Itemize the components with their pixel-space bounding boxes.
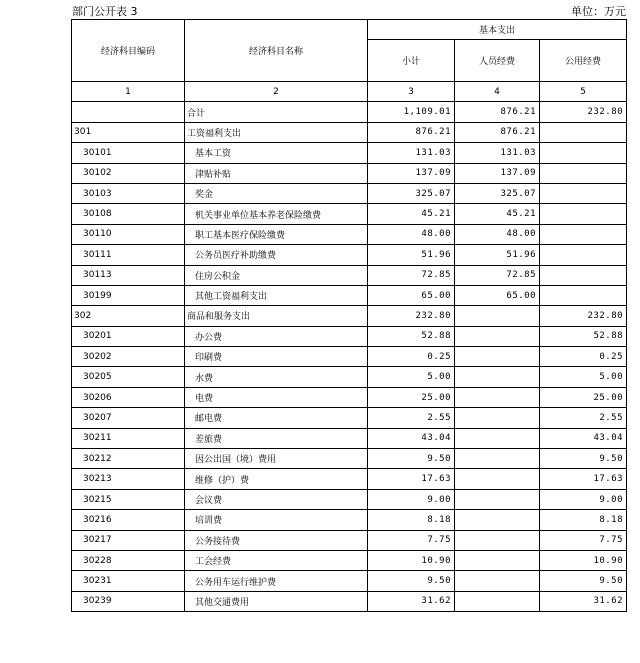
subtotal-cell: 31.62 (368, 591, 455, 611)
economic-code-cell: 30212 (72, 449, 185, 469)
header-economic-code: 经济科目编码 (72, 20, 185, 82)
economic-code-cell (72, 102, 185, 122)
index-cell: 2 (185, 82, 368, 102)
subtotal-cell: 43.04 (368, 428, 455, 448)
public-expenses-cell: 232.80 (540, 306, 627, 326)
personnel-expenses-cell: 65.00 (455, 285, 540, 305)
subtotal-cell: 325.07 (368, 183, 455, 203)
public-expenses-cell: 0.25 (540, 347, 627, 367)
personnel-expenses-cell: 131.03 (455, 143, 540, 163)
public-expenses-cell (540, 163, 627, 183)
economic-code-cell: 30111 (72, 245, 185, 265)
table-row (72, 224, 627, 244)
economic-name-cell: 因公出国（境）费用 (185, 449, 368, 469)
economic-name-cell: 商品和服务支出 (185, 306, 368, 326)
economic-code-cell: 30211 (72, 428, 185, 448)
subtotal-cell: 10.90 (368, 550, 455, 570)
personnel-expenses-cell (455, 489, 540, 509)
public-expenses-cell (540, 122, 627, 142)
economic-code-cell: 30206 (72, 387, 185, 407)
economic-name-cell: 合计 (185, 102, 368, 122)
header-public-expenses: 公用经费 (540, 40, 627, 82)
economic-code-cell: 30215 (72, 489, 185, 509)
economic-name-cell: 公务用车运行维护费 (185, 571, 368, 591)
economic-code-cell: 30207 (72, 408, 185, 428)
index-cell: 4 (455, 82, 540, 102)
subtotal-cell: 137.09 (368, 163, 455, 183)
public-expenses-cell: 31.62 (540, 591, 627, 611)
economic-name-cell: 培训费 (185, 510, 368, 530)
personnel-expenses-cell (455, 571, 540, 591)
personnel-expenses-cell (455, 449, 540, 469)
economic-code-cell: 30110 (72, 224, 185, 244)
economic-name-cell: 职工基本医疗保险缴费 (185, 224, 368, 244)
economic-name-cell: 其他交通费用 (185, 591, 368, 611)
personnel-expenses-cell: 45.21 (455, 204, 540, 224)
index-cell: 5 (540, 82, 627, 102)
table-row (72, 550, 627, 570)
public-expenses-cell (540, 183, 627, 203)
subtotal-cell: 131.03 (368, 143, 455, 163)
personnel-expenses-cell (455, 408, 540, 428)
economic-code-cell: 301 (72, 122, 185, 142)
table-row (72, 387, 627, 407)
subtotal-cell: 65.00 (368, 285, 455, 305)
public-expenses-cell: 5.00 (540, 367, 627, 387)
public-expenses-cell: 8.18 (540, 510, 627, 530)
index-cell: 1 (72, 82, 185, 102)
economic-code-cell: 30217 (72, 530, 185, 550)
economic-name-cell: 水费 (185, 367, 368, 387)
personnel-expenses-cell (455, 306, 540, 326)
table-row (72, 408, 627, 428)
personnel-expenses-cell (455, 326, 540, 346)
public-expenses-cell: 52.88 (540, 326, 627, 346)
economic-code-cell: 30205 (72, 367, 185, 387)
economic-code-cell: 30113 (72, 265, 185, 285)
economic-name-cell: 基本工资 (185, 143, 368, 163)
personnel-expenses-cell (455, 591, 540, 611)
table-row (72, 265, 627, 285)
table-row (72, 428, 627, 448)
subtotal-cell: 8.18 (368, 510, 455, 530)
public-expenses-cell: 9.50 (540, 571, 627, 591)
subtotal-cell: 72.85 (368, 265, 455, 285)
economic-code-cell: 30202 (72, 347, 185, 367)
economic-name-cell: 会议费 (185, 489, 368, 509)
table-row (72, 183, 627, 203)
economic-code-cell: 30199 (72, 285, 185, 305)
table-row (72, 122, 627, 142)
subtotal-cell: 232.80 (368, 306, 455, 326)
table-row (72, 530, 627, 550)
subtotal-cell: 0.25 (368, 347, 455, 367)
personnel-expenses-cell (455, 367, 540, 387)
public-expenses-cell (540, 265, 627, 285)
economic-name-cell: 邮电费 (185, 408, 368, 428)
personnel-expenses-cell: 72.85 (455, 265, 540, 285)
public-expenses-cell (540, 285, 627, 305)
economic-code-cell: 30228 (72, 550, 185, 570)
economic-code-cell: 30103 (72, 183, 185, 203)
personnel-expenses-cell (455, 387, 540, 407)
economic-code-cell: 30216 (72, 510, 185, 530)
public-expenses-cell: 232.80 (540, 102, 627, 122)
public-expenses-cell (540, 204, 627, 224)
economic-code-cell: 30201 (72, 326, 185, 346)
economic-name-cell: 公务接待费 (185, 530, 368, 550)
personnel-expenses-cell (455, 347, 540, 367)
subtotal-cell: 7.75 (368, 530, 455, 550)
economic-code-cell: 30231 (72, 571, 185, 591)
subtotal-cell: 1,109.01 (368, 102, 455, 122)
table-row (72, 245, 627, 265)
table-body (72, 102, 627, 612)
public-expenses-cell: 17.63 (540, 469, 627, 489)
table-row (72, 143, 627, 163)
economic-name-cell: 奖金 (185, 183, 368, 203)
economic-code-cell: 30213 (72, 469, 185, 489)
personnel-expenses-cell: 48.00 (455, 224, 540, 244)
economic-name-cell: 公务员医疗补助缴费 (185, 245, 368, 265)
personnel-expenses-cell: 876.21 (455, 102, 540, 122)
subtotal-cell: 51.96 (368, 245, 455, 265)
header-basic-expenditure: 基本支出 (368, 20, 627, 40)
public-expenses-cell (540, 224, 627, 244)
public-expenses-cell: 7.75 (540, 530, 627, 550)
header-personnel-expenses: 人员经费 (455, 40, 540, 82)
table-row (72, 367, 627, 387)
economic-name-cell: 印刷费 (185, 347, 368, 367)
subtotal-cell: 52.88 (368, 326, 455, 346)
header-economic-name: 经济科目名称 (185, 20, 368, 82)
public-expenses-cell (540, 143, 627, 163)
subtotal-cell: 9.50 (368, 571, 455, 591)
table-row (72, 102, 627, 122)
header-subtotal: 小计 (368, 40, 455, 82)
economic-name-cell: 差旅费 (185, 428, 368, 448)
table-row (72, 163, 627, 183)
public-expenses-cell: 9.50 (540, 449, 627, 469)
table-number-label: 部门公开表 3 (72, 5, 138, 18)
economic-code-cell: 30101 (72, 143, 185, 163)
table-row (72, 469, 627, 489)
public-expenses-cell: 9.00 (540, 489, 627, 509)
subtotal-cell: 25.00 (368, 387, 455, 407)
public-expenses-cell (540, 245, 627, 265)
economic-code-cell: 302 (72, 306, 185, 326)
subtotal-cell: 48.00 (368, 224, 455, 244)
personnel-expenses-cell (455, 469, 540, 489)
personnel-expenses-cell: 876.21 (455, 122, 540, 142)
basic-expenditure-table (71, 19, 627, 612)
unit-label: 单位：万元 (571, 5, 626, 18)
economic-name-cell: 工资福利支出 (185, 122, 368, 142)
economic-name-cell: 办公费 (185, 326, 368, 346)
economic-name-cell: 住房公积金 (185, 265, 368, 285)
subtotal-cell: 5.00 (368, 367, 455, 387)
economic-code-cell: 30239 (72, 591, 185, 611)
economic-code-cell: 30102 (72, 163, 185, 183)
public-expenses-cell: 2.55 (540, 408, 627, 428)
economic-name-cell: 机关事业单位基本养老保险缴费 (185, 204, 368, 224)
subtotal-cell: 17.63 (368, 469, 455, 489)
personnel-expenses-cell (455, 530, 540, 550)
economic-name-cell: 津贴补贴 (185, 163, 368, 183)
public-expenses-cell: 25.00 (540, 387, 627, 407)
subtotal-cell: 876.21 (368, 122, 455, 142)
economic-code-cell: 30108 (72, 204, 185, 224)
table-row (72, 306, 627, 326)
table-row (72, 510, 627, 530)
personnel-expenses-cell: 51.96 (455, 245, 540, 265)
personnel-expenses-cell (455, 510, 540, 530)
economic-name-cell: 工会经费 (185, 550, 368, 570)
table-row (72, 489, 627, 509)
public-expenses-cell: 10.90 (540, 550, 627, 570)
economic-name-cell: 电费 (185, 387, 368, 407)
economic-name-cell: 其他工资福利支出 (185, 285, 368, 305)
subtotal-cell: 9.50 (368, 449, 455, 469)
table-row (72, 347, 627, 367)
personnel-expenses-cell: 137.09 (455, 163, 540, 183)
subtotal-cell: 9.00 (368, 489, 455, 509)
table-row (72, 285, 627, 305)
table-row (72, 571, 627, 591)
table-row (72, 449, 627, 469)
table-row (72, 591, 627, 611)
table-row (72, 204, 627, 224)
economic-name-cell: 维修（护）费 (185, 469, 368, 489)
public-expenses-cell: 43.04 (540, 428, 627, 448)
personnel-expenses-cell (455, 428, 540, 448)
personnel-expenses-cell: 325.07 (455, 183, 540, 203)
subtotal-cell: 2.55 (368, 408, 455, 428)
personnel-expenses-cell (455, 550, 540, 570)
index-cell: 3 (368, 82, 455, 102)
table-row (72, 326, 627, 346)
subtotal-cell: 45.21 (368, 204, 455, 224)
